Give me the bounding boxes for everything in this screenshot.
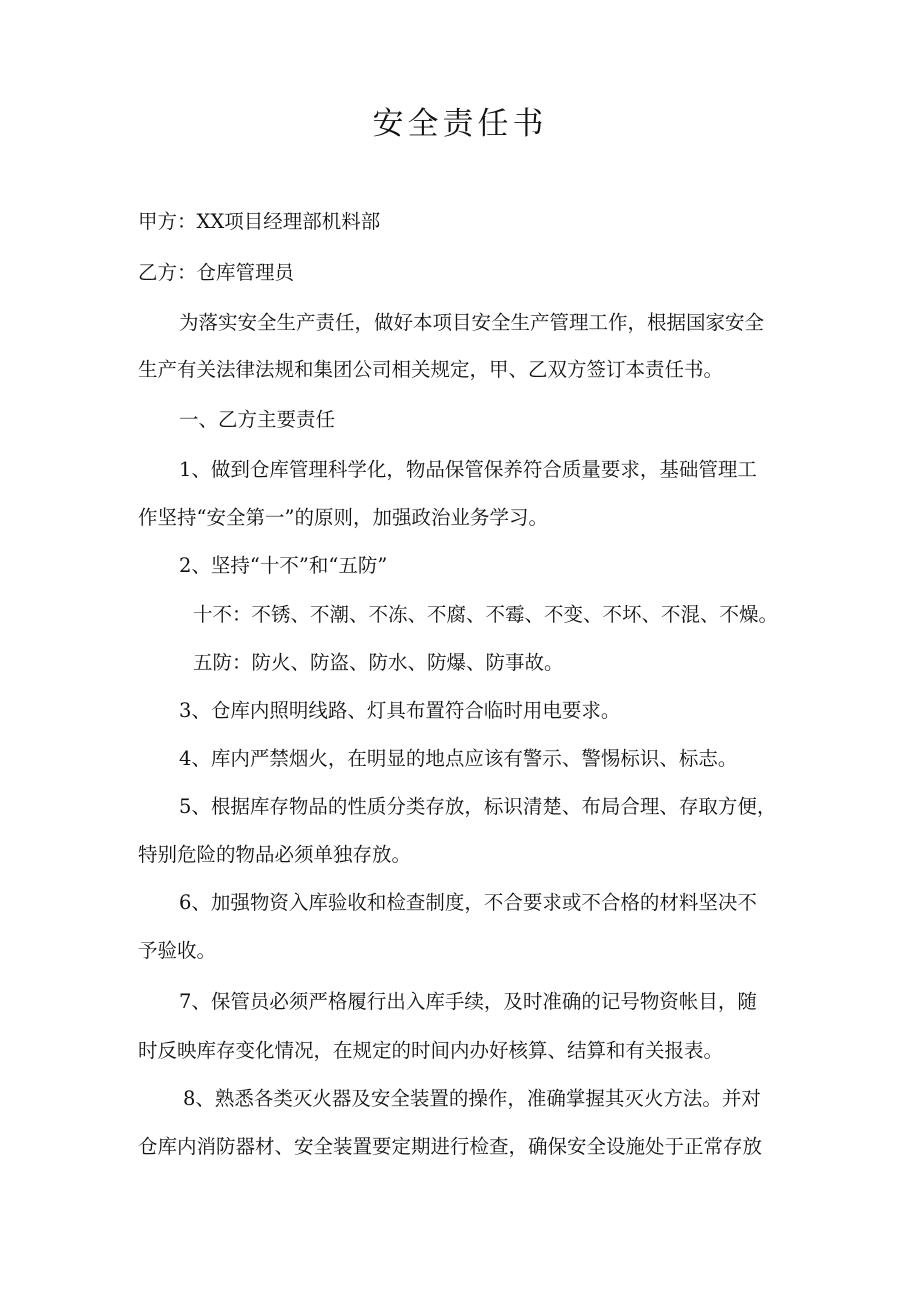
intro-line-1: 为落实安全生产责任，做好本项目安全生产管理工作，根据国家安全 [179,311,765,334]
party-b-line: 乙方：仓库管理员 [138,261,295,284]
ten-nots-line: 十不：不锈、不潮、不冻、不腐、不霉、不变、不坏、不混、不燥。 [193,603,779,626]
item-5-line-2: 特别危险的物品必须单独存放。 [138,843,412,866]
five-preventions-line: 五防：防火、防盗、防水、防爆、防事故。 [193,651,564,674]
intro-line-2: 生产有关法律法规和集团公司相关规定，甲、乙双方签订本责任书。 [138,358,724,381]
document-title: 安全责任书 [372,106,548,142]
item-1-line-1: 1、做到仓库管理科学化，物品保管保养符合质量要求，基础管理工 [179,458,757,481]
section-1-heading: 一、乙方主要责任 [179,408,336,431]
item-7-line-1: 7、保管员必须严格履行出入库手续，及时准确的记号物资帐目，随 [179,990,757,1013]
item-8-line-1: 8、熟悉各类灭火器及安全装置的操作，准确掌握其灭火方法。并对 [183,1087,761,1110]
item-6-line-2: 予验收。 [138,939,217,962]
item-7-line-2: 时反映库存变化情况，在规定的时间内办好核算、结算和有关报表。 [138,1039,724,1062]
item-6-line-1: 6、加强物资入库验收和检查制度，不合要求或不合格的材料坚决不 [179,891,757,914]
item-3-line: 3、仓库内照明线路、灯具布置符合临时用电要求。 [179,699,621,722]
item-4-line: 4、库内严禁烟火，在明显的地点应该有警示、警惕标识、标志。 [179,747,738,770]
party-a-line: 甲方：XX项目经理部机料部 [138,210,381,233]
item-1-line-2: 作坚持“安全第一”的原则，加强政治业务学习。 [138,506,548,529]
item-2-line: 2、坚持“十不”和“五防” [179,554,388,577]
item-8-line-2: 仓库内消防器材、安全装置要定期进行检查，确保安全设施处于正常存放 [138,1135,763,1158]
item-5-line-1: 5、根据库存物品的性质分类存放，标识清楚、布局合理、存取方便， [179,795,777,818]
